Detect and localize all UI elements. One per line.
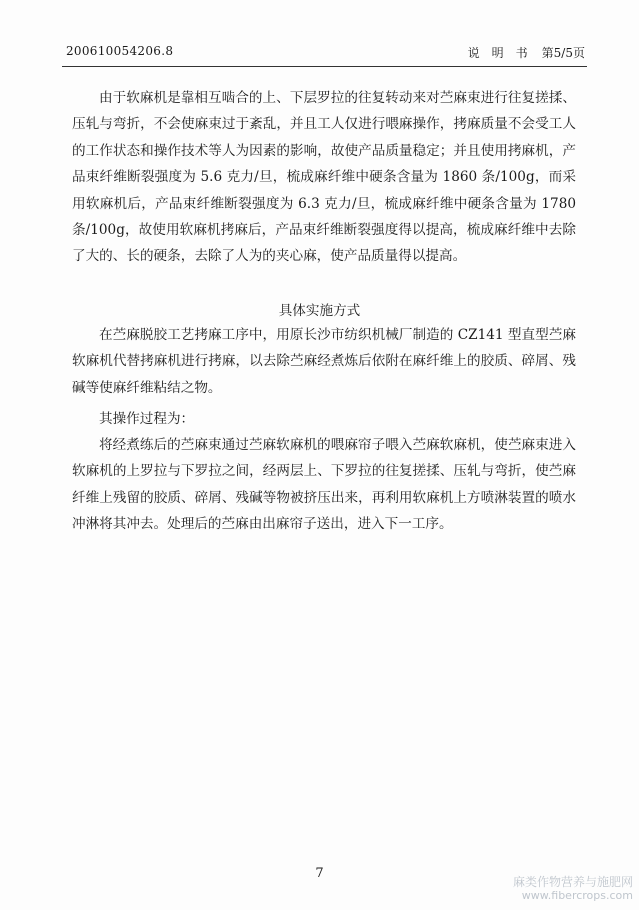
document-type: 说 明 书	[467, 46, 528, 60]
watermark-url: www.fibercrops.com	[521, 889, 633, 902]
patent-number: 200610054206.8	[66, 44, 174, 58]
page-number: 7	[315, 866, 324, 881]
paragraph-advantages: 由于软麻机是靠相互啮合的上、下层罗拉的往复转动来对苎麻束进行往复搓揉、压轧与弯折，不会使麻束过于紊乱，并且工人仅进行喂麻操作，拷麻质量不会受工人的工作状态和操作技术等人为因素的影响，故使产品质量稳定；并且使用拷麻机，产品束纤维断裂强度为 5.6 克力/旦，梳成麻纤维中硬条含量为 1860 条/100g，而采用软麻机后，产品束纤维断裂强度为 6.3 克力/旦，梳成麻纤维中硬条含量为 1780 条/100g，故使用软麻机拷麻后，产品束纤维断裂强度得以提高，梳成麻纤维中去除了大的、长的硬条，去除了人为的夹心麻，使产品质量得以提高。	[72, 90, 576, 265]
page-header-right	[468, 44, 585, 61]
paragraph-embodiment: 在苎麻脱胶工艺拷麻工序中，用原长沙市纺织机械厂制造的 CZ141 型直型苎麻软麻机代替拷麻机进行拷麻，以去除苎麻经煮炼后依附在麻纤维上的胶质、碎屑、残碱等使麻纤维粘结之物。	[72, 327, 576, 396]
paragraph-procedure: 将经煮练后的苎麻束通过苎麻软麻机的喂麻帘子喂入苎麻软麻机，使苎麻束进入软麻机的上罗拉与下罗拉之间，经两层上、下罗拉的往复搓揉、压轧与弯折，使苎麻纤维上残留的胶质、碎屑、残碱等物被挤压出来，再利用软麻机上方喷淋装置的喷水冲淋将其冲去。处理后的苎麻由出麻帘子送出，进入下一工序。	[72, 437, 576, 533]
page-indicator: 第5/5页	[541, 46, 585, 60]
section-title: 具体实施方式	[278, 303, 361, 319]
watermark-site-name: 麻类作物营养与施肥网	[512, 875, 633, 889]
paragraph-procedure-intro: 其操作过程为：	[99, 411, 195, 427]
header-divider	[62, 66, 587, 67]
watermark	[513, 876, 633, 902]
